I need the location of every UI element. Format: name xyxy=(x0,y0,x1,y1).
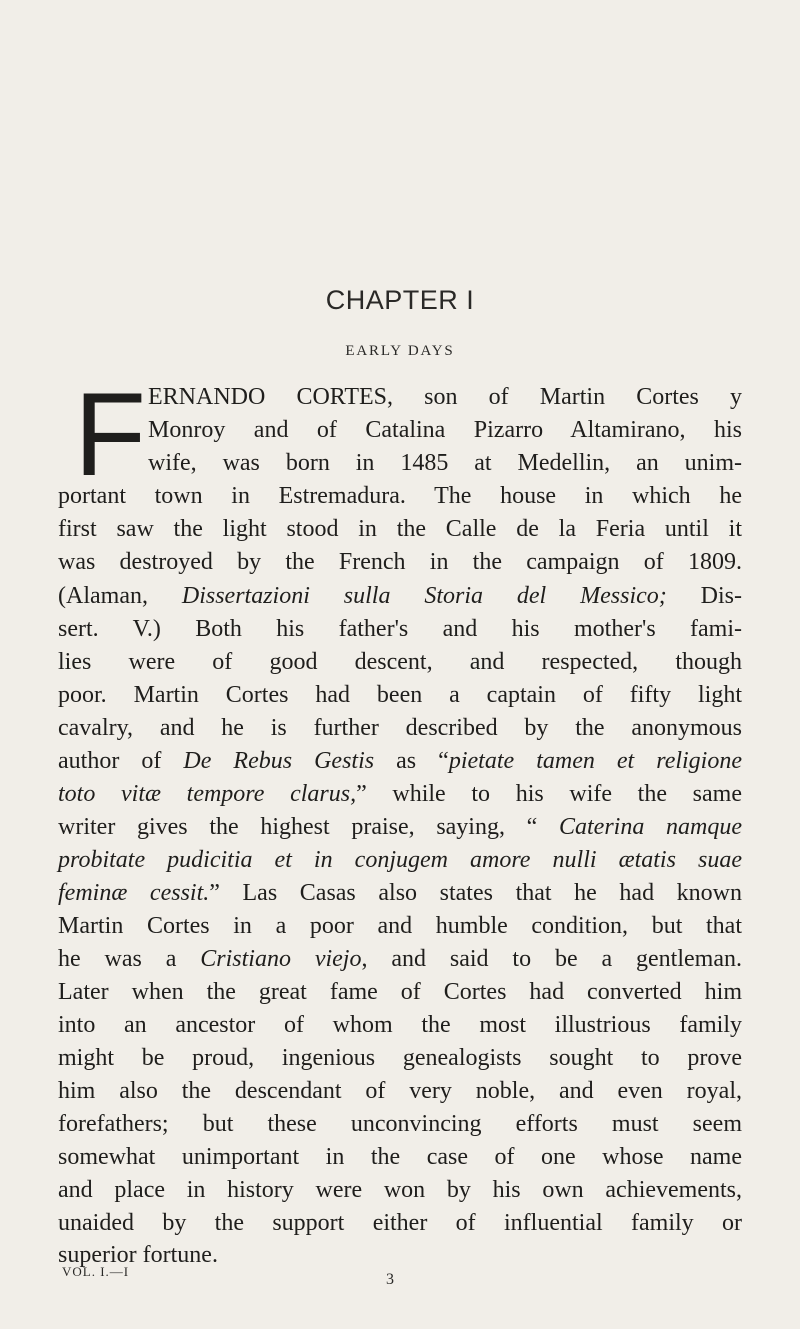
text-line: forefathers; but these unconvincing efforts must seem xyxy=(58,1111,742,1137)
text-line: feminæ cessit.” Las Casas also states that he had known xyxy=(58,880,743,906)
text-line: him also the descendant of very noble, and even royal, xyxy=(58,1078,742,1104)
text-line: was destroyed by the French in the campaign of 1809. xyxy=(58,549,742,575)
text-line: into an ancestor of whom the most illustrious family xyxy=(58,1012,742,1038)
text-line: somewhat unimportant in the case of one whose name xyxy=(58,1144,742,1170)
text-line: unaided by the support either of influential family or xyxy=(58,1210,742,1236)
text-line: ERNANDO CORTES, son of Martin Cortes y xyxy=(148,384,742,410)
text-line: writer gives the highest praise, saying, “ Caterina namque xyxy=(58,814,742,840)
text-line: probitate pudicitia et in conjugem amore nulli ætatis suae xyxy=(58,847,742,873)
text-line: (Alaman, Dissertazioni sulla Storia del Messico; Dis- xyxy=(58,583,742,609)
text-line: poor. Martin Cortes had been a captain of fifty light xyxy=(58,682,742,708)
text-line: Monroy and of Catalina Pizarro Altamirano, his xyxy=(148,417,742,443)
page-number: 3 xyxy=(386,1271,394,1288)
text-line: cavalry, and he is further described by the anonymous xyxy=(58,715,742,741)
text-line: he was a Cristiano viejo, and said to be a gentleman. xyxy=(58,946,742,972)
text-line: first saw the light stood in the Calle de la Feria until it xyxy=(58,516,742,542)
text-line: wife, was born in 1485 at Medellin, an unim- xyxy=(148,450,742,476)
drop-cap: F xyxy=(74,369,147,501)
signature-mark: VOL. I.—I xyxy=(62,1264,130,1279)
text-line: Martin Cortes in a poor and humble condition, but that xyxy=(58,913,742,939)
text-line: Later when the great fame of Cortes had converted him xyxy=(58,979,742,1005)
text-line: author of De Rebus Gestis as “pietate tamen et religione xyxy=(58,748,742,774)
text-line: lies were of good descent, and respected, though xyxy=(58,649,742,675)
text-line: toto vitæ tempore clarus,” while to his wife the same xyxy=(58,781,742,807)
chapter-title: CHAPTER I xyxy=(325,285,475,315)
text-line: portant town in Estremadura. The house in which he xyxy=(58,483,742,509)
text-line: superior fortune. xyxy=(58,1242,218,1268)
section-title: EARLY DAYS xyxy=(345,343,455,359)
text-line: and place in history were won by his own achievements, xyxy=(58,1177,742,1203)
text-line: sert. V.) Both his father's and his mother's fami- xyxy=(58,616,742,642)
text-line: might be proud, ingenious genealogists sought to prove xyxy=(58,1045,742,1071)
